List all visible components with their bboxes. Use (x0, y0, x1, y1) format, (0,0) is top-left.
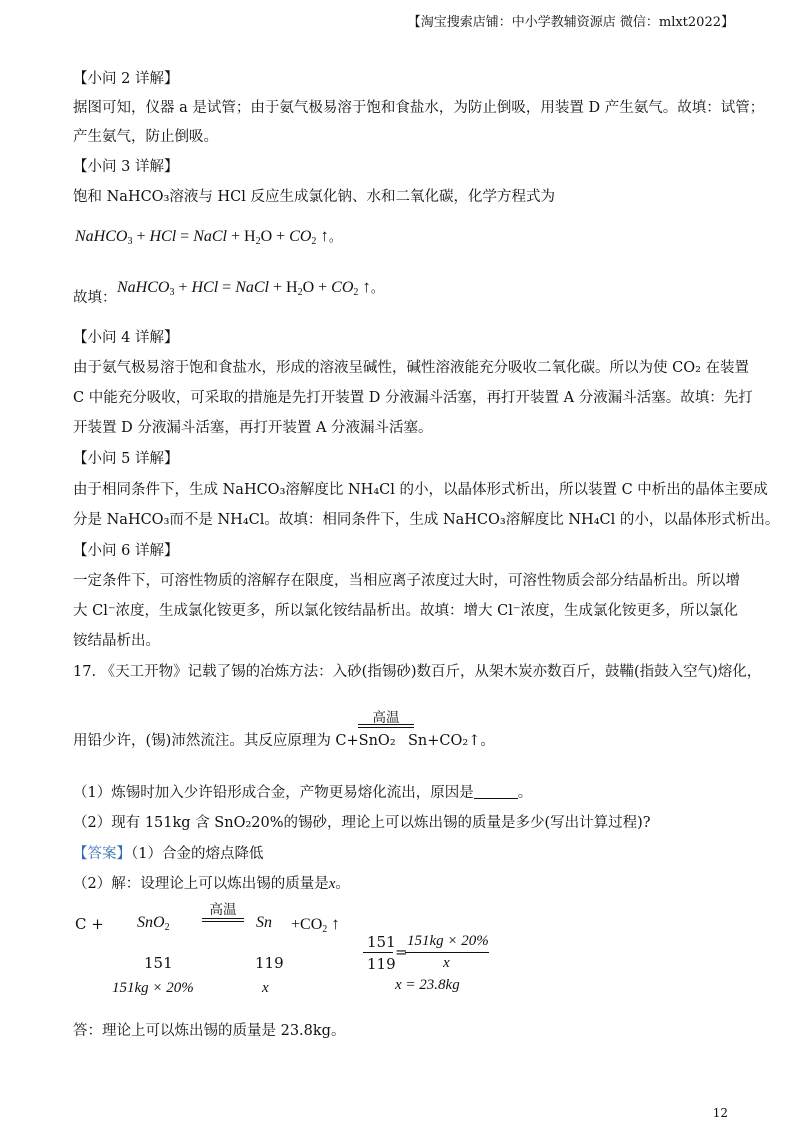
q3-fill-equation: NaHCO$_3$ + HCl = NaCl + $H_2O + CO_2$ ↑。 (117, 277, 384, 298)
q17-condition: 高温 (372, 710, 400, 726)
page-header: 【淘宝搜索店铺：中小学教辅资源店 微信：mlxt2022】 (407, 15, 734, 30)
q3-heading: 【小问 3 详解】 (73, 159, 179, 175)
calc-condition-bar (202, 918, 244, 922)
calc-mass-sno2: 151 (144, 954, 173, 972)
q2-heading: 【小问 2 详解】 (73, 71, 179, 87)
ratio-den-1: 119 (367, 955, 396, 973)
q17-conclusion: 答：理论上可以炼出锡的质量是 23.8kg。 (73, 1023, 346, 1039)
calc-sn: Sn (256, 914, 272, 931)
q6-heading: 【小问 6 详解】 (73, 543, 179, 559)
calc-sno2: SnO$_2$ (137, 914, 170, 933)
q17-condition-bar (358, 724, 414, 728)
q5-text-2: 分是 NaHCO₃而不是 NH₄Cl。故填：相同条件下，生成 NaHCO₃溶解度比 NH₄Cl 的小，以晶体形式析出。 (73, 512, 780, 528)
calc-c: C + (75, 915, 104, 933)
answer-label: 【答案】 (73, 846, 131, 862)
q5-heading: 【小问 5 详解】 (73, 451, 179, 467)
ratio-den-2: x (443, 955, 450, 971)
ratio-bar-1 (363, 952, 393, 953)
q3-equation: NaHCO$_3$ + HCl = NaCl + $H_2O + CO_2$ ↑。 (75, 226, 342, 247)
q6-text-2: 大 Cl⁻浓度，生成氯化铵更多，所以氯化铵结晶析出。故填：增大 Cl⁻浓度，生成氯化铵更多，所以氯化 (73, 603, 738, 619)
ratio-eq: = (395, 943, 408, 961)
calc-mass-sn: 119 (255, 954, 284, 972)
q4-heading: 【小问 4 详解】 (73, 330, 179, 346)
q17-sub-1: （1）炼锡时加入少许铅形成合金，产物更易熔化流出，原因是 。 (73, 785, 533, 801)
q3-fill-label: 故填： (73, 290, 117, 306)
q17-sub-2: （2）现有 151kg 含 SnO₂20%的锡砂，理论上可以炼出锡的质量是多少(写出计算过程)? (73, 815, 651, 831)
q2-text-2: 产生氨气，防止倒吸。 (73, 129, 218, 145)
ratio-bar-2 (405, 952, 489, 953)
ratio-num-1: 151 (367, 933, 396, 951)
q17-answer-1: 【答案】（1）合金的熔点降低 (73, 846, 264, 862)
ratio-num-2: 151kg × 20% (407, 933, 489, 949)
calc-unknown: x (262, 980, 269, 996)
calc-given: 151kg × 20% (112, 980, 194, 996)
q3-text-1: 饱和 NaHCO₃溶液与 HCl 反应生成氯化钠、水和二氧化碳，化学方程式为 (73, 189, 555, 205)
q17-text-2-product: Sn+CO₂↑。 (408, 733, 495, 749)
q4-text-2: C 中能充分吸收，可采取的措施是先打开装置 D 分液漏斗活塞，再打开装置 A 分液漏斗活塞。故填：先打 (73, 390, 753, 406)
q17-answer-2: （2）解：设理论上可以炼出锡的质量是x。 (73, 876, 350, 892)
q6-text-1: 一定条件下，可溶性物质的溶解存在限度，当相应离子浓度过大时，可溶性物质会部分结晶析出。所以增 (73, 573, 740, 589)
q17-text-2: 用铅少许，(锡)沛然流注。其反应原理为 C+SnO₂ (73, 733, 396, 749)
page-number: 12 (712, 1106, 728, 1120)
calc-result: x = 23.8kg (395, 977, 460, 993)
q17-text-1: 17. 《天工开物》记载了锡的冶炼方法：入砂(指锡砂)数百斤，从架木炭亦数百斤，鼓鞴(指鼓入空气)熔化， (73, 664, 762, 680)
calc-condition: 高温 (209, 902, 237, 918)
q2-text-1: 据图可知，仪器 a 是试管；由于氨气极易溶于饱和食盐水，为防止倒吸，用装置 D 产生氨气。故填：试管； (73, 100, 765, 116)
q4-text-1: 由于氨气极易溶于饱和食盐水，形成的溶液呈碱性，碱性溶液能充分吸收二氧化碳。所以为使 CO₂ 在装置 (73, 360, 750, 376)
calc-co2: $+CO_2$ ↑ (291, 914, 340, 935)
q4-text-3: 开装置 D 分液漏斗活塞，再打开装置 A 分液漏斗活塞。 (73, 420, 433, 436)
answer-blank (474, 784, 518, 799)
q5-text-1: 由于相同条件下，生成 NaHCO₃溶解度比 NH₄Cl 的小，以晶体形式析出，所以装置 C 中析出的晶体主要成 (73, 482, 768, 498)
q6-text-3: 铵结晶析出。 (73, 633, 160, 649)
